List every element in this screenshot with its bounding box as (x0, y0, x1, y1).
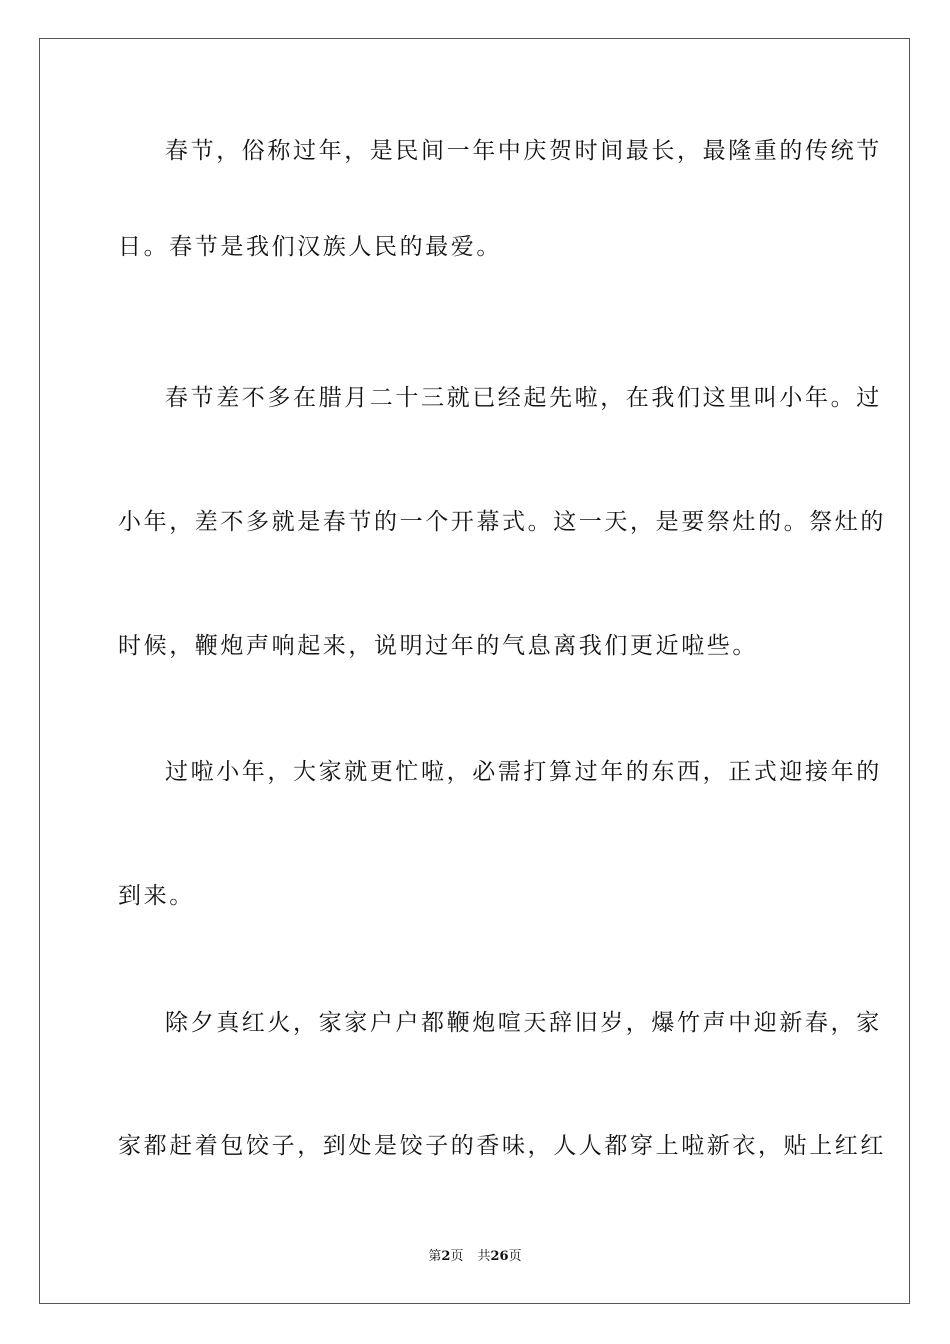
paragraph-1-line-2: 日。春节是我们汉族人民的最爱。 (118, 234, 502, 260)
paragraph-4-line-1: 除夕真红火，家家户户都鞭炮喧天辞旧岁，爆竹声中迎新春，家 (165, 1010, 882, 1036)
paragraph-3-line-2: 到来。 (118, 883, 195, 909)
paragraph-2-line-2: 小年，差不多就是春节的一个开幕式。这一天，是要祭灶的。祭灶的 (118, 509, 886, 535)
page-number: 2 (441, 1249, 451, 1264)
paragraph-1-line-1: 春节，俗称过年，是民间一年中庆贺时间最长，最隆重的传统节 (165, 138, 882, 164)
total-suffix: 页 (508, 1249, 522, 1264)
paragraph-2-line-3: 时候，鞭炮声响起来，说明过年的气息离我们更近啦些。 (118, 633, 758, 659)
total-pages: 26 (490, 1249, 509, 1264)
paragraph-4-line-2: 家都赶着包饺子，到处是饺子的香味，人人都穿上啦新衣，贴上红红 (118, 1133, 886, 1159)
paragraph-3-line-1: 过啦小年，大家就更忙啦，必需打算过年的东西，正式迎接年的 (165, 759, 882, 785)
page-footer (0, 1248, 950, 1266)
page-suffix: 页 (450, 1249, 464, 1264)
total-prefix: 共 (477, 1249, 491, 1264)
page-prefix: 第 (428, 1249, 442, 1264)
page-frame (39, 38, 910, 1304)
paragraph-2-line-1: 春节差不多在腊月二十三就已经起先啦，在我们这里叫小年。过 (165, 385, 882, 411)
